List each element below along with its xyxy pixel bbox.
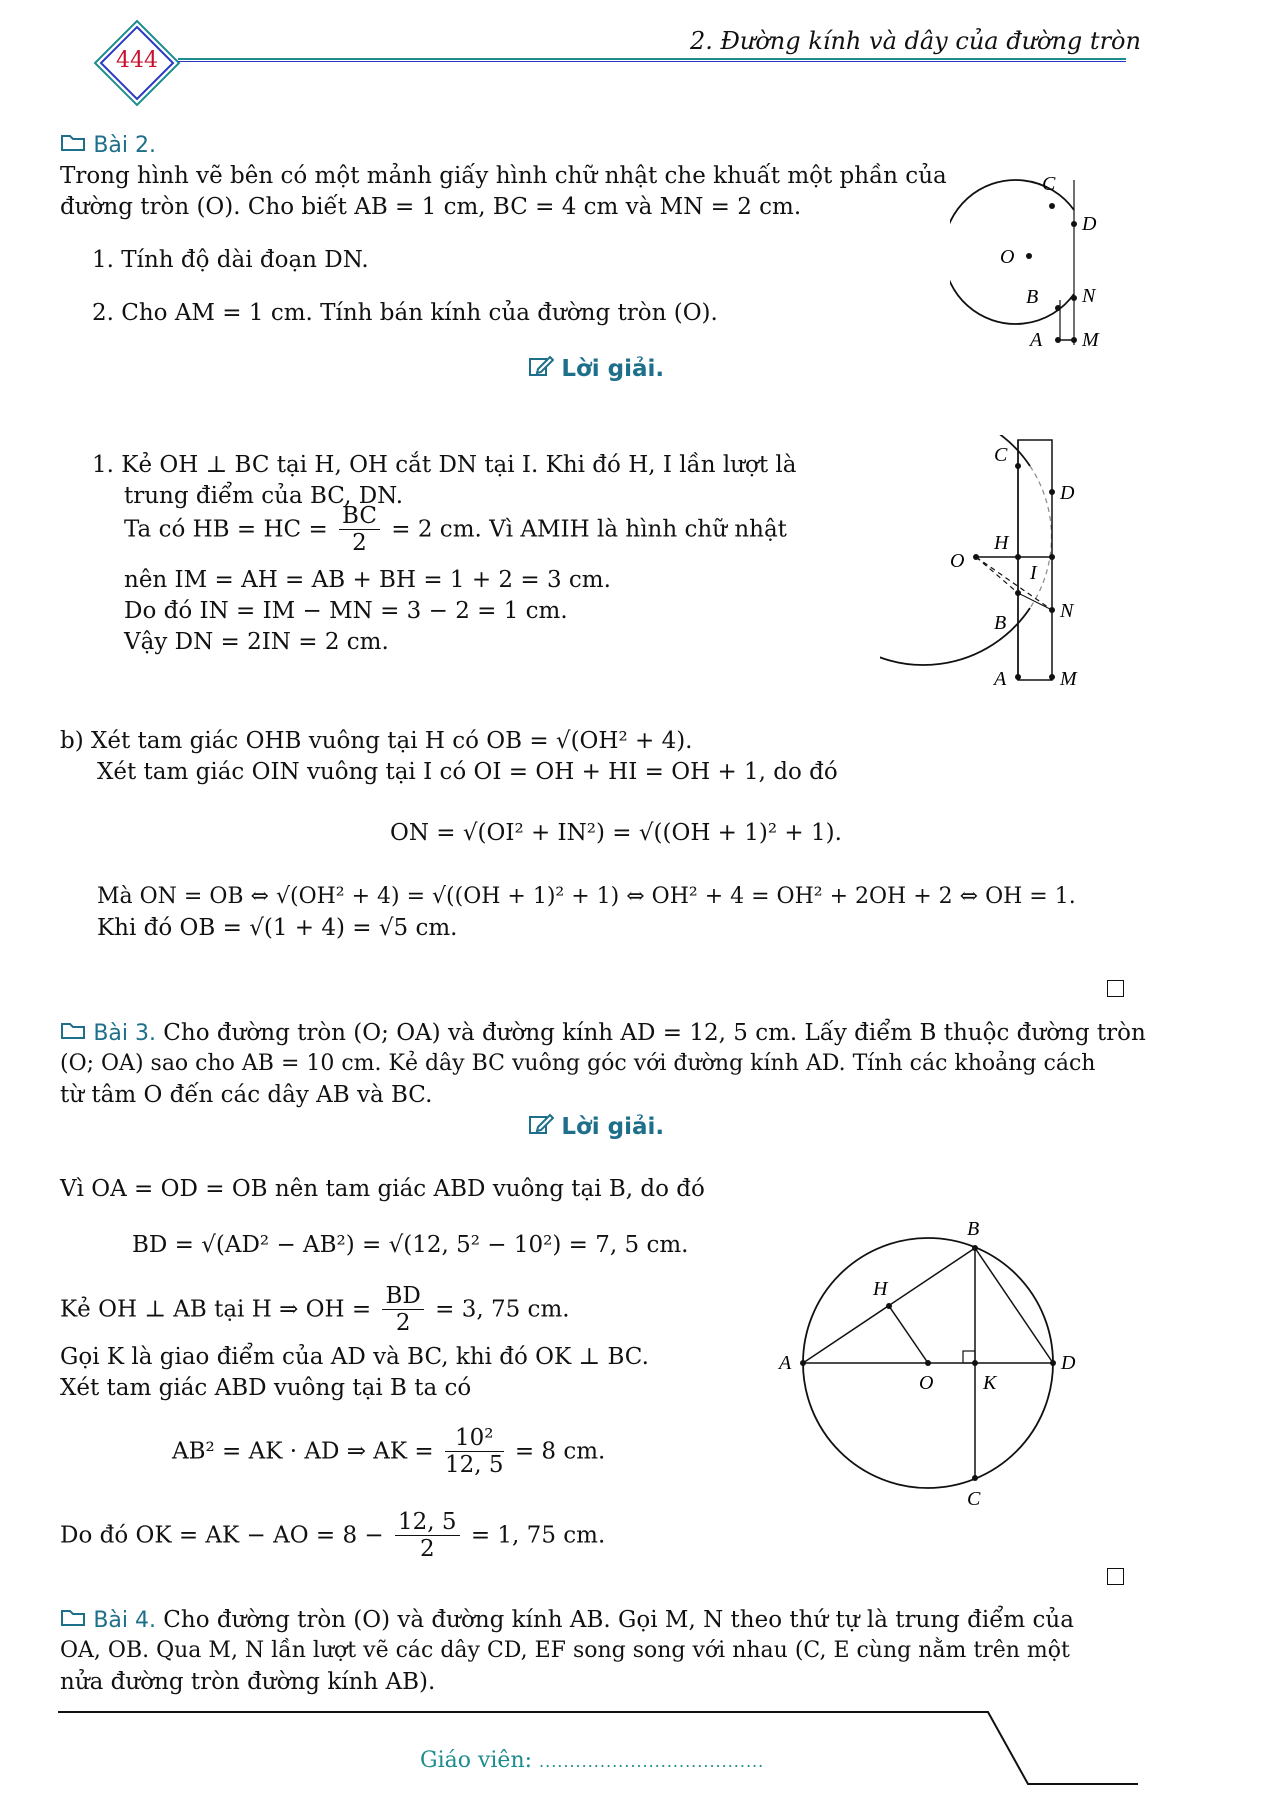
bai2-sol1-line4: nên IM = AH = AB + BH = 1 + 2 = 3 cm. bbox=[124, 567, 611, 593]
page-number-badge bbox=[92, 18, 182, 108]
bai2-title: Bài 2. bbox=[93, 133, 156, 158]
fig1-label-N: N bbox=[1082, 285, 1096, 307]
bai3-figure bbox=[775, 1215, 1095, 1515]
bai2-sol1-line5: Do đó IN = IM − MN = 3 − 2 = 1 cm. bbox=[124, 598, 568, 624]
bai2-question-1: 1. Tính độ dài đoạn DN. bbox=[92, 247, 369, 273]
bai2-figure-1 bbox=[950, 170, 1130, 360]
fig2-label-B: B bbox=[994, 612, 1007, 634]
qed-box bbox=[1107, 980, 1124, 997]
fig2-label-D: D bbox=[1060, 482, 1075, 504]
bai4-line2: OA, OB. Qua M, N lần lượt vẽ các dây CD, EF song song với nhau (C, E cùng nằm trên một bbox=[60, 1638, 1070, 1663]
bai2-intro-2: đường tròn (O). Cho biết AB = 1 cm, BC = 4 cm và MN = 2 cm. bbox=[60, 194, 802, 220]
bai2-figure-2 bbox=[880, 435, 1120, 695]
fig2-label-A: A bbox=[994, 668, 1007, 690]
fig3-label-O: O bbox=[919, 1372, 934, 1394]
bai2-solution-label: Lời giải. bbox=[528, 354, 664, 385]
bai2-heading bbox=[60, 130, 156, 161]
bai3-line1: Bài 3. Cho đường tròn (O; OA) và đường kính AD = 12, 5 cm. Lấy điểm B thuộc đường tròn bbox=[60, 1018, 1146, 1049]
fig1-label-D: D bbox=[1082, 213, 1097, 235]
bai3-sol-3: Kẻ OH ⊥ AB tại H ⇒ OH = $\frac{BD}{2}$ = 3, 75 cm. bbox=[60, 1283, 570, 1336]
fig3-label-K: K bbox=[983, 1372, 997, 1394]
folder-icon bbox=[60, 1606, 86, 1636]
fig3-label-A: A bbox=[779, 1352, 792, 1374]
bai3-sol-6: AB² = AK · AD ⇒ AK = $\frac{\text{10²}}{12, 5}$ = 8 cm. bbox=[172, 1425, 606, 1478]
bai3-sol-2: BD = √(AD² − AB²) = √(12, 5² − 10²) = 7, 5 cm. bbox=[132, 1232, 689, 1258]
fig1-label-C: C bbox=[1042, 173, 1056, 195]
fig2-label-I: I bbox=[1030, 562, 1037, 584]
folder-icon bbox=[60, 1019, 86, 1049]
bai2-sol1-line1: 1. Kẻ OH ⊥ BC tại H, OH cắt DN tại I. Khi đó H, I lần lượt là bbox=[92, 452, 797, 478]
bai2-solb-equation: ON = √(OI² + IN²) = √((OH + 1)² + 1). bbox=[390, 820, 842, 846]
bai2-question-2: 2. Cho AM = 1 cm. Tính bán kính của đường tròn (O). bbox=[92, 300, 718, 326]
bai3-line2: (O; OA) sao cho AB = 10 cm. Kẻ dây BC vuông góc với đường kính AD. Tính các khoảng cách bbox=[60, 1051, 1096, 1076]
pencil-icon bbox=[528, 355, 554, 385]
bai2-solb-line3: Mà ON = OB ⇔ √(OH² + 4) = √((OH + 1)² + 1) ⇔ OH² + 4 = OH² + 2OH + 2 ⇔ OH = 1. bbox=[97, 884, 1076, 909]
bai4-line3: nửa đường tròn đường kính AB). bbox=[60, 1669, 436, 1695]
bai4-line1: Bài 4. Cho đường tròn (O) và đường kính AB. Gọi M, N theo thứ tự là trung điểm của bbox=[60, 1605, 1074, 1636]
bai3-sol-4: Gọi K là giao điểm của AD và BC, khi đó OK ⊥ BC. bbox=[60, 1344, 649, 1370]
fraction: $\frac{BC}{2}$ bbox=[339, 503, 380, 556]
fig2-label-N: N bbox=[1060, 600, 1074, 622]
fig2-label-O: O bbox=[950, 550, 965, 572]
footer-teacher: Giáo viên: ..................................... bbox=[420, 1748, 765, 1773]
bai3-title: Bài 3. bbox=[93, 1021, 156, 1046]
bai2-solb-line2: Xét tam giác OIN vuông tại I có OI = OH + HI = OH + 1, do đó bbox=[97, 759, 838, 785]
header-rule bbox=[178, 58, 1126, 60]
fig2-label-M: M bbox=[1060, 668, 1077, 690]
fraction: $\frac{BD}{2}$ bbox=[382, 1283, 423, 1336]
fig1-label-A: A bbox=[1030, 329, 1043, 351]
fraction: $\frac{\text{10²}}{12, 5}$ bbox=[444, 1425, 504, 1478]
fig3-label-C: C bbox=[967, 1488, 981, 1510]
bai3-line3: từ tâm O đến các dây AB và BC. bbox=[60, 1082, 433, 1108]
fig1-label-B: B bbox=[1026, 286, 1039, 308]
bai3-sol-7: Do đó OK = AK − AO = 8 − $\frac{12, 5}{2}$ = 1, 75 cm. bbox=[60, 1509, 606, 1562]
fig2-label-C: C bbox=[994, 444, 1008, 466]
fig1-label-O: O bbox=[1000, 246, 1015, 268]
qed-box bbox=[1107, 1568, 1124, 1585]
pencil-icon bbox=[528, 1113, 554, 1143]
bai2-intro-1: Trong hình vẽ bên có một mảnh giấy hình chữ nhật che khuất một phần của bbox=[60, 163, 947, 189]
bai3-sol-1: Vì OA = OD = OB nên tam giác ABD vuông tại B, do đó bbox=[60, 1176, 705, 1202]
fig1-label-M: M bbox=[1082, 329, 1099, 351]
bai2-sol1-line2: trung điểm của BC, DN. bbox=[124, 483, 404, 509]
bai2-solb-line1: b) Xét tam giác OHB vuông tại H có OB = √(OH² + 4). bbox=[60, 728, 693, 754]
bai2-solb-line4: Khi đó OB = √(1 + 4) = √5 cm. bbox=[97, 915, 458, 941]
fig3-label-H: H bbox=[873, 1278, 888, 1300]
bai2-sol1-line6: Vậy DN = 2IN = 2 cm. bbox=[124, 629, 389, 655]
bai4-title: Bài 4. bbox=[93, 1608, 156, 1633]
fraction: $\frac{12, 5}{2}$ bbox=[395, 1509, 460, 1562]
fig3-label-D: D bbox=[1061, 1352, 1076, 1374]
header-rule-2 bbox=[178, 61, 1126, 62]
section-title: 2. Đường kính và dây của đường tròn bbox=[690, 27, 1141, 55]
folder-icon bbox=[60, 131, 86, 161]
fig3-label-B: B bbox=[967, 1218, 980, 1240]
bai3-sol-5: Xét tam giác ABD vuông tại B ta có bbox=[60, 1375, 472, 1401]
fig2-label-H: H bbox=[994, 532, 1009, 554]
page-number: 444 bbox=[116, 48, 158, 73]
bai3-solution-label: Lời giải. bbox=[528, 1112, 664, 1143]
bai2-sol1-line3: Ta có HB = HC = $\frac{BC}{2}$ = 2 cm. Vì AMIH là hình chữ nhật bbox=[124, 503, 787, 556]
